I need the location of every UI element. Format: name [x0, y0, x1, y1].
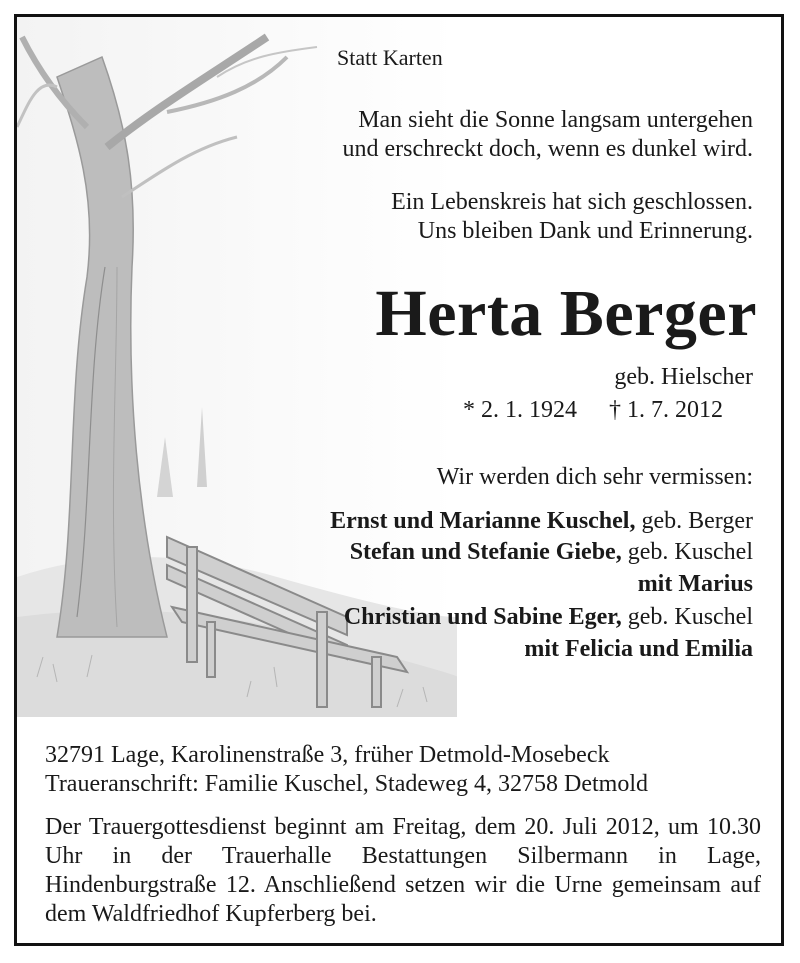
deceased-name: Herta Berger — [375, 277, 757, 350]
poem-line-1: Man sieht die Sonne langsam untergehen — [358, 107, 753, 133]
address-line-1: 32791 Lage, Karolinenstraße 3, früher Detmold-Mosebeck — [45, 742, 610, 768]
poem-line-2: und erschreckt doch, wenn es dunkel wird. — [342, 136, 753, 162]
poem-line-4: Uns bleiben Dank und Erinnerung. — [417, 218, 753, 244]
maiden-name: geb. Hielscher — [614, 364, 753, 390]
mourner-row-1-names: Ernst und Marianne Kuschel, — [330, 508, 636, 534]
mourner-row-2 — [17, 537, 753, 567]
obituary-frame — [14, 14, 784, 946]
header-statt-karten: Statt Karten — [337, 45, 443, 70]
birth-date: * 2. 1. 1924 — [463, 397, 577, 423]
mourner-row-4-names: Christian und Sabine Eger, — [343, 604, 622, 630]
mourner-row-2-names: Stefan und Stefanie Giebe, — [349, 539, 622, 565]
mourner-row-4 — [17, 602, 753, 632]
mourner-row-4-suffix: geb. Kuschel — [621, 604, 753, 630]
mourner-row-3: mit Marius — [637, 571, 753, 597]
death-date: † 1. 7. 2012 — [609, 397, 723, 423]
mourner-row-5: mit Felicia und Emilia — [524, 636, 753, 662]
address-line-2: Traueranschrift: Familie Kuschel, Stadeweg 4, 32758 Detmold — [45, 771, 648, 797]
service-info: Der Trauergottesdienst beginnt am Freitag, dem 20. Juli 2012, um 10.30 Uhr in der Trauerhalle Bestattungen Silbermann in Lage, Hindenburgstraße 12. Anschließend setzen wir die Urne gemeinsam auf dem Waldfriedhof Kupferberg bei. — [45, 814, 761, 927]
mourners-intro: Wir werden dich sehr vermissen: — [436, 464, 753, 490]
mourner-row-1 — [17, 506, 753, 536]
poem-line-3: Ein Lebenskreis hat sich geschlossen. — [391, 189, 753, 215]
mourner-row-1-suffix: geb. Berger — [635, 508, 753, 534]
mourner-row-2-suffix: geb. Kuschel — [621, 539, 753, 565]
